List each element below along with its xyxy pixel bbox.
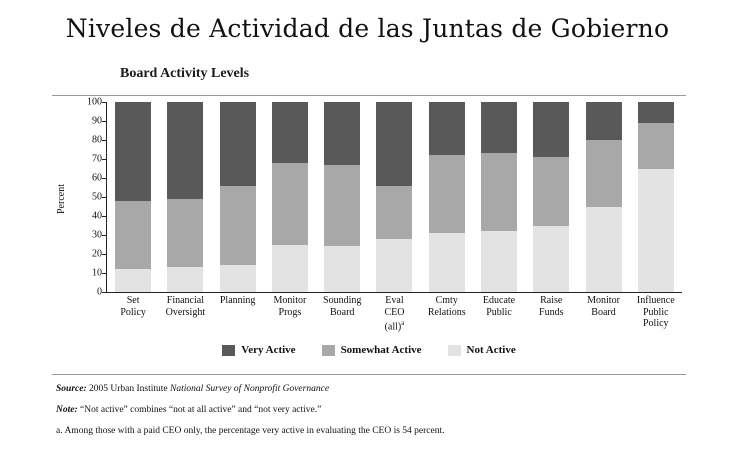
bar-segment [324, 165, 360, 247]
bar-column [107, 102, 159, 292]
bar-column [577, 102, 629, 292]
bar-segment [638, 123, 674, 169]
bar-segment [115, 102, 151, 201]
y-tick-label: 10 [92, 267, 102, 279]
x-tick-label: Cmty Relations [427, 295, 466, 318]
stacked-bar[interactable] [481, 102, 517, 292]
bar-segment [481, 153, 517, 231]
x-tick-label: Eval CEO (all)$^a$ [384, 295, 405, 333]
stacked-bar[interactable] [586, 102, 622, 292]
note-line: Note: “Not active” combines “not at all active” and “not very active.” [56, 405, 322, 415]
bar-column [421, 102, 473, 292]
stacked-bar[interactable] [429, 102, 465, 292]
x-tick-label: Influence Public Policy [636, 295, 675, 329]
bar-column [368, 102, 420, 292]
bar-segment [429, 233, 465, 292]
bar-segment [324, 246, 360, 292]
y-axis-label: Percent [56, 184, 67, 214]
x-tick-label: Raise Funds [539, 295, 564, 318]
bar-segment [638, 169, 674, 293]
bar-segment [376, 239, 412, 292]
stacked-bar[interactable] [638, 102, 674, 292]
y-tick-label: 20 [92, 248, 102, 260]
bar-segment [167, 102, 203, 199]
bar-segment [638, 102, 674, 123]
x-tick-label: Sounding Board [323, 295, 362, 318]
y-tick-label: 100 [87, 96, 102, 108]
chart-figure [52, 62, 686, 442]
y-tick-label: 50 [92, 191, 102, 203]
x-axis-line [106, 292, 682, 293]
bar-segment [272, 102, 308, 163]
bar-segment [272, 163, 308, 245]
legend-swatch [448, 345, 461, 356]
y-tick-label: 60 [92, 172, 102, 184]
chart-notes [56, 382, 682, 445]
bar-segment [115, 269, 151, 292]
divider-bottom [52, 374, 686, 375]
bar-column [630, 102, 682, 292]
bar-segment [376, 186, 412, 239]
note-line: Source: 2005 Urban Institute National Survey of Nonprofit Governance [56, 384, 330, 394]
stacked-bar[interactable] [115, 102, 151, 292]
bar-segment [429, 155, 465, 233]
bar-segment [115, 201, 151, 269]
legend-swatch [222, 345, 235, 356]
note-line: a. Among those with a paid CEO only, the percentage very active in evaluating the CEO is 54 percent. [56, 426, 445, 436]
legend-label: Somewhat Active [340, 344, 422, 356]
divider-top [52, 95, 686, 96]
bar-segment [324, 102, 360, 165]
x-tick-label: Financial Oversight [165, 295, 206, 318]
chart-legend [52, 344, 686, 356]
x-tick-label: Planning [219, 295, 256, 306]
x-tick-label: Monitor Progs [273, 295, 307, 318]
bar-segment [376, 102, 412, 186]
bar-segment [586, 207, 622, 293]
y-tick-label: 90 [92, 115, 102, 127]
bar-segment [481, 231, 517, 292]
stacked-bar[interactable] [272, 102, 308, 292]
bar-segment [167, 199, 203, 267]
chart-title: Board Activity Levels [120, 66, 250, 81]
bar-segment [429, 102, 465, 155]
bar-segment [220, 186, 256, 266]
legend-swatch [322, 345, 335, 356]
bar-column [264, 102, 316, 292]
y-tick-label: 40 [92, 210, 102, 222]
plot-area [52, 96, 686, 362]
stacked-bar[interactable] [220, 102, 256, 292]
stacked-bar[interactable] [324, 102, 360, 292]
bar-segment [586, 102, 622, 140]
bar-segment [586, 140, 622, 207]
y-tick-label: 30 [92, 229, 102, 241]
x-tick-label: Educate Public [482, 295, 516, 318]
y-axis-ticks [72, 96, 106, 298]
bar-segment [533, 157, 569, 225]
bar-column [212, 102, 264, 292]
legend-item[interactable] [448, 344, 516, 356]
stacked-bar[interactable] [533, 102, 569, 292]
bar-column [525, 102, 577, 292]
bar-segment [272, 245, 308, 293]
bar-column [316, 102, 368, 292]
legend-item[interactable] [222, 344, 295, 356]
legend-label: Very Active [241, 344, 296, 356]
x-axis-labels [107, 295, 682, 333]
bar-segment [167, 267, 203, 292]
bar-column [159, 102, 211, 292]
bar-group [107, 102, 682, 292]
bar-segment [533, 102, 569, 157]
bar-segment [481, 102, 517, 153]
legend-label: Not Active [466, 344, 516, 356]
y-tick-label: 0 [97, 286, 102, 298]
y-tick-label: 80 [92, 134, 102, 146]
x-tick-label: Set Policy [120, 295, 146, 318]
y-tick-label: 70 [92, 153, 102, 165]
stacked-bar[interactable] [167, 102, 203, 292]
page-title: Niveles de Actividad de las Juntas de Gobierno [65, 14, 670, 43]
bar-column [473, 102, 525, 292]
bar-segment [220, 265, 256, 292]
bar-segment [533, 226, 569, 293]
legend-item[interactable] [322, 344, 422, 356]
bar-segment [220, 102, 256, 186]
x-tick-label: Monitor Board [587, 295, 620, 318]
stacked-bar[interactable] [376, 102, 412, 292]
